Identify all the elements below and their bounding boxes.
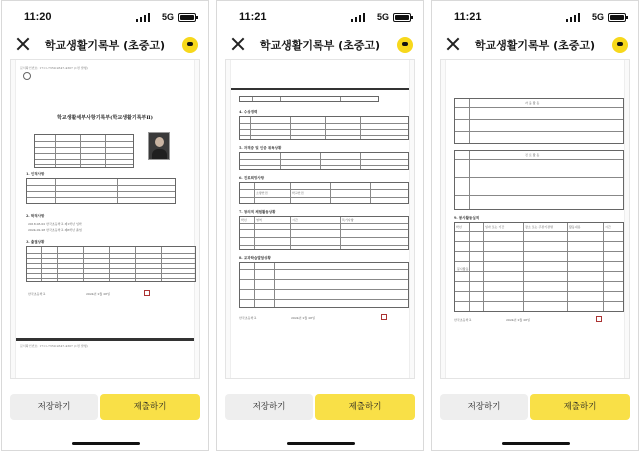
career-activity-table (454, 150, 624, 210)
document-page (445, 60, 625, 378)
document-page (15, 60, 195, 378)
column-header: 학년 (456, 225, 462, 229)
submit-button[interactable]: 제출하기 (530, 394, 630, 420)
battery-icon (608, 13, 626, 22)
section-heading: 1. 인적사항 (26, 172, 45, 176)
column-header: 일자 또는 기간 (485, 225, 505, 229)
activity-label: 봉사활동 (457, 267, 469, 271)
stamp-icon (596, 316, 602, 322)
attendance-table (26, 246, 196, 282)
submit-button[interactable]: 제출하기 (100, 394, 200, 420)
career-table (239, 182, 409, 204)
column-header: 시간 (605, 225, 611, 229)
row-label: 소방안전 (256, 191, 268, 195)
phone-screen-2 (216, 0, 424, 451)
app-header (217, 31, 423, 59)
network-label: 5G (591, 12, 604, 22)
save-button[interactable]: 저장하기 (225, 394, 313, 420)
footer-date: 2024년 2월 28일 (86, 292, 110, 296)
page-divider (231, 88, 409, 90)
section-heading: 2. 학적사항 (26, 214, 45, 218)
status-time: 11:20 (24, 11, 52, 23)
status-bar (432, 1, 638, 31)
chat-icon[interactable] (612, 37, 628, 53)
record-line: 2024.02.28 한국초등학교 제6학년 졸업 (28, 228, 82, 232)
home-indicator (72, 442, 140, 445)
action-bar (10, 394, 200, 420)
footer-school: 한국초등학교 (28, 292, 46, 296)
footer-school: 한국초등학교 (239, 316, 257, 320)
column-header: 장소 또는 주관기관명 (525, 225, 553, 229)
action-bar (440, 394, 630, 420)
student-photo (148, 132, 170, 160)
document-viewer[interactable] (440, 59, 630, 379)
save-button[interactable]: 저장하기 (440, 394, 528, 420)
issue-number: 문서확인번호: 1711-7359-9347-4307 (1면 발행) (20, 344, 88, 348)
school-seal-icon (23, 72, 31, 80)
page-title: 학교생활기록부 (초중고) (259, 39, 381, 52)
personal-info-table (34, 134, 134, 168)
awards-table (239, 116, 409, 140)
network-label: 5G (161, 12, 174, 22)
stamp-icon (144, 290, 150, 296)
column-header: 영역 (256, 218, 262, 222)
page-title: 학교생활기록부 (초중고) (474, 39, 596, 52)
action-bar (225, 394, 415, 420)
status-time: 11:21 (239, 11, 267, 23)
app-header (432, 31, 638, 59)
footer-date: 2024년 2월 28일 (291, 316, 315, 320)
save-button[interactable]: 저장하기 (10, 394, 98, 420)
battery-icon (393, 13, 411, 22)
document-page (230, 60, 410, 378)
phone-screen-1 (1, 0, 209, 451)
column-header: 특기사항 (342, 218, 354, 222)
column-header: 활동내용 (569, 225, 581, 229)
section-heading: 8. 교과학습발달상황 (239, 256, 271, 260)
network-label: 5G (376, 12, 389, 22)
signal-icon (351, 13, 365, 22)
battery-icon (178, 13, 196, 22)
column-header: 시간 (292, 218, 298, 222)
section-heading: 3. 출결상황 (26, 240, 45, 244)
grades-table (239, 262, 409, 308)
chat-icon[interactable] (182, 37, 198, 53)
table-title: 자 율 활 동 (525, 101, 540, 105)
info-table (26, 178, 176, 204)
status-bar (2, 1, 208, 31)
status-bar (217, 1, 423, 31)
issue-number: 문서확인번호: 1711-7359-9347-4307 (1면 발행) (20, 66, 88, 70)
section-heading: 9. 봉사활동실적 (454, 216, 480, 220)
volunteer-table (454, 222, 624, 312)
page-divider (16, 338, 194, 341)
chat-icon[interactable] (397, 37, 413, 53)
header-row (239, 96, 379, 102)
document-viewer[interactable] (225, 59, 415, 379)
section-heading: 7. 창의적 체험활동상황 (239, 210, 276, 214)
stamp-icon (381, 314, 387, 320)
page-title: 학교생활기록부 (초중고) (44, 39, 166, 52)
section-heading: 6. 진로희망사항 (239, 176, 265, 180)
signal-icon (566, 13, 580, 22)
home-indicator (502, 442, 570, 445)
home-indicator (287, 442, 355, 445)
row-label: 학교안전 (292, 191, 304, 195)
activities-table (239, 216, 409, 250)
column-header: 학년 (241, 218, 247, 222)
signal-icon (136, 13, 150, 22)
footer-school: 한국초등학교 (454, 318, 472, 322)
autonomous-activity-table (454, 98, 624, 144)
record-line: 2018.03.02 한국초등학교 제1학년 입학 (28, 222, 82, 226)
section-heading: 5. 자격증 및 인증 취득상황 (239, 146, 282, 150)
submit-button[interactable]: 제출하기 (315, 394, 415, 420)
section-heading: 4. 수상경력 (239, 110, 258, 114)
table-title: 진 로 활 동 (525, 153, 540, 157)
status-time: 11:21 (454, 11, 482, 23)
app-header (2, 31, 208, 59)
document-viewer[interactable] (10, 59, 200, 379)
phone-screen-3 (431, 0, 639, 451)
footer-date: 2024년 2월 28일 (506, 318, 530, 322)
certs-table (239, 152, 409, 170)
document-heading: 학교생활세부사항기록부(학교생활기록부Ⅱ) (57, 115, 153, 121)
